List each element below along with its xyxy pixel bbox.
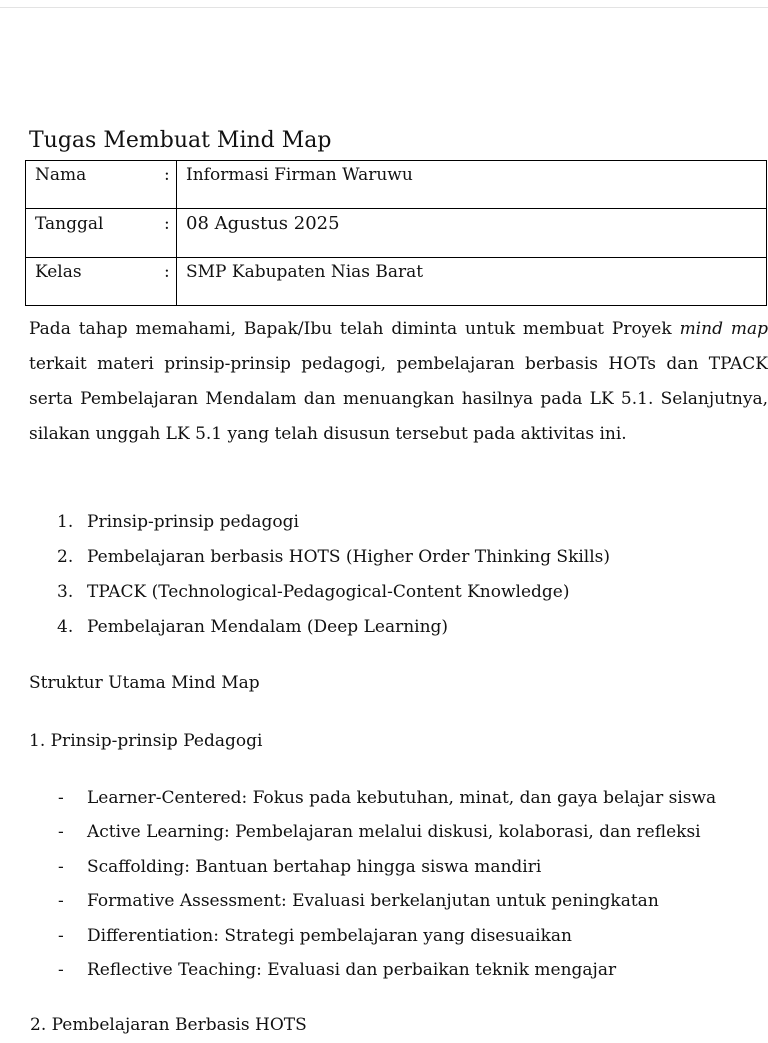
info-row-nama bbox=[26, 161, 767, 209]
info-colon: : bbox=[164, 161, 177, 209]
info-value: SMP Kabupaten Nias Barat bbox=[177, 258, 767, 306]
list-text: Differentiation: Strategi pembelajaran yang disesuaikan bbox=[87, 925, 572, 946]
info-table bbox=[25, 160, 767, 306]
info-colon: : bbox=[164, 208, 177, 258]
list-text: TPACK (Technological-Pedagogical-Content Knowledge) bbox=[87, 582, 570, 602]
info-value: Informasi Firman Waruwu bbox=[177, 161, 767, 209]
bullet-dash: - bbox=[58, 788, 64, 808]
list-text: Learner-Centered: Fokus pada kebutuhan, minat, dan gaya belajar siswa bbox=[87, 788, 717, 808]
info-row-kelas bbox=[26, 258, 767, 306]
bullet-dash: - bbox=[58, 959, 64, 980]
bullet-dash: - bbox=[58, 856, 64, 877]
list-text: Pembelajaran berbasis HOTS (Higher Order Thinking Skills) bbox=[87, 547, 611, 567]
list-number: 3. bbox=[57, 582, 74, 602]
bullet-dash: - bbox=[58, 891, 64, 912]
info-label: Nama bbox=[26, 161, 165, 209]
list-text: Prinsip-prinsip pedagogi bbox=[87, 512, 299, 532]
info-value: 08 Agustus 2025 bbox=[177, 208, 767, 258]
structure-heading: Struktur Utama Mind Map bbox=[29, 673, 260, 693]
info-colon: : bbox=[164, 258, 177, 306]
bullet-dash: - bbox=[58, 925, 64, 946]
list-text: Pembelajaran Mendalam (Deep Learning) bbox=[87, 617, 449, 637]
intro-text-1: Pada tahap memahami, Bapak/Ibu telah diminta untuk membuat Proyek bbox=[29, 319, 680, 339]
page-top-border bbox=[0, 7, 768, 8]
info-label: Kelas bbox=[26, 258, 165, 306]
document-title: Tugas Membuat Mind Map bbox=[29, 128, 332, 153]
list-number: 1. bbox=[57, 512, 74, 532]
section-1-heading: 1. Prinsip-prinsip Pedagogi bbox=[29, 731, 263, 751]
info-label: Tanggal bbox=[26, 208, 165, 258]
list-number: 4. bbox=[57, 617, 74, 637]
intro-text-2: terkait materi prinsip-prinsip pedagogi, pembelajaran berbasis HOTs dan TPACK serta Pembelajaran Mendalam dan menuangkan hasilnya pada LK 5.1. Selanjutnya, silakan unggah LK 5.1 yang telah disusun tersebut pada aktivitas ini. bbox=[29, 354, 768, 444]
intro-italic-term: mind map bbox=[679, 319, 768, 339]
intro-paragraph bbox=[29, 312, 768, 452]
info-row-tanggal bbox=[26, 208, 767, 258]
section-2-heading: 2. Pembelajaran Berbasis HOTS bbox=[30, 1015, 307, 1035]
list-text: Formative Assessment: Evaluasi berkelanjutan untuk peningkatan bbox=[87, 891, 659, 912]
bullet-dash: - bbox=[58, 822, 64, 843]
list-text: Active Learning: Pembelajaran melalui diskusi, kolaborasi, dan refleksi bbox=[87, 822, 701, 843]
list-number: 2. bbox=[57, 547, 74, 567]
list-text: Reflective Teaching: Evaluasi dan perbaikan teknik mengajar bbox=[87, 959, 617, 980]
list-text: Scaffolding: Bantuan bertahap hingga siswa mandiri bbox=[87, 856, 542, 877]
